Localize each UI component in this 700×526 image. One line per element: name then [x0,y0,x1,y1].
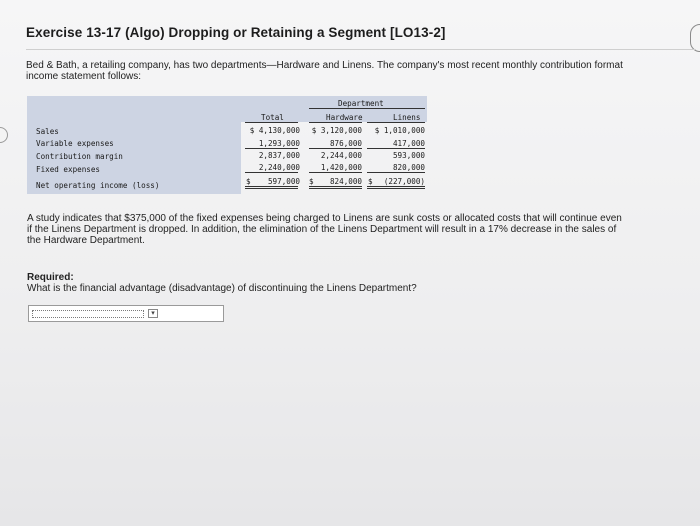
cell-noi-hardware-symbol: $ [309,177,314,186]
row-label-contribution-margin: Contribution margin [36,152,123,161]
fixed-linens-underline [367,172,425,173]
total-header-underline [245,122,298,123]
variable-linens-underline [367,148,425,149]
page-title: Exercise 13-17 (Algo) Dropping or Retaining a Segment [LO13-2] [26,25,446,40]
cell-fixed-linens: 820,000 [392,163,425,172]
col-header-linens: Linens [393,113,421,122]
answer-value-field[interactable] [32,310,144,318]
variable-total-underline [245,148,298,149]
cell-noi-total: 597,000 [267,177,300,186]
noi-hardware-double-underline [309,186,362,189]
answer-input[interactable] [28,305,224,322]
right-edge-tab [690,24,700,52]
cell-noi-hardware: 824,000 [329,177,362,186]
noi-linens-double-underline [367,186,425,189]
row-label-net-operating-income: Net operating income (loss) [36,181,160,190]
cell-fixed-total: 2,240,000 [258,163,300,172]
department-underline [309,108,425,109]
row-label-sales: Sales [36,127,59,136]
cell-variable-linens: 417,000 [392,139,425,148]
fixed-total-underline [245,172,298,173]
linens-header-underline [367,122,425,123]
cell-cm-hardware: 2,244,000 [320,151,362,160]
cell-sales-total: $ 4,130,000 [249,126,300,135]
left-edge-tab [0,127,8,143]
noi-total-double-underline [245,186,298,189]
col-header-total: Total [261,113,284,122]
variable-hardware-underline [309,148,362,149]
cell-cm-linens: 593,000 [392,151,425,160]
income-statement [27,96,427,194]
cell-cm-total: 2,837,000 [258,151,300,160]
required-label: Required: [27,272,74,283]
cell-sales-linens: $ 1,010,000 [374,126,425,135]
col-header-hardware: Hardware [326,113,363,122]
cell-noi-total-symbol: $ [246,177,251,186]
cell-variable-hardware: 876,000 [329,139,362,148]
row-label-variable-expenses: Variable expenses [36,139,114,148]
cell-noi-linens: (227,000) [383,177,425,186]
study-text: A study indicates that $375,000 of the fixed expenses being charged to Linens are sunk costs or allocated costs that will continue even if the Linens Department is dropped. In addition, the elimination of the Linens Department will result in a 17% decrease in the sales of the Hardware Department. [27,213,622,246]
chevron-down-icon[interactable]: ▾ [148,309,158,318]
title-divider [26,49,696,50]
hardware-header-underline [309,122,362,123]
cell-variable-total: 1,293,000 [258,139,300,148]
department-header: Department [338,99,384,108]
cell-fixed-hardware: 1,420,000 [320,163,362,172]
cell-noi-linens-symbol: $ [368,177,373,186]
intro-text: Bed & Bath, a retailing company, has two departments—Hardware and Linens. The company's most recent monthly contribution format income statement follows: [26,60,623,82]
row-label-fixed-expenses: Fixed expenses [36,165,101,174]
required-question: What is the financial advantage (disadvantage) of discontinuing the Linens Department? [27,283,417,294]
fixed-hardware-underline [309,172,362,173]
cell-sales-hardware: $ 3,120,000 [311,126,362,135]
